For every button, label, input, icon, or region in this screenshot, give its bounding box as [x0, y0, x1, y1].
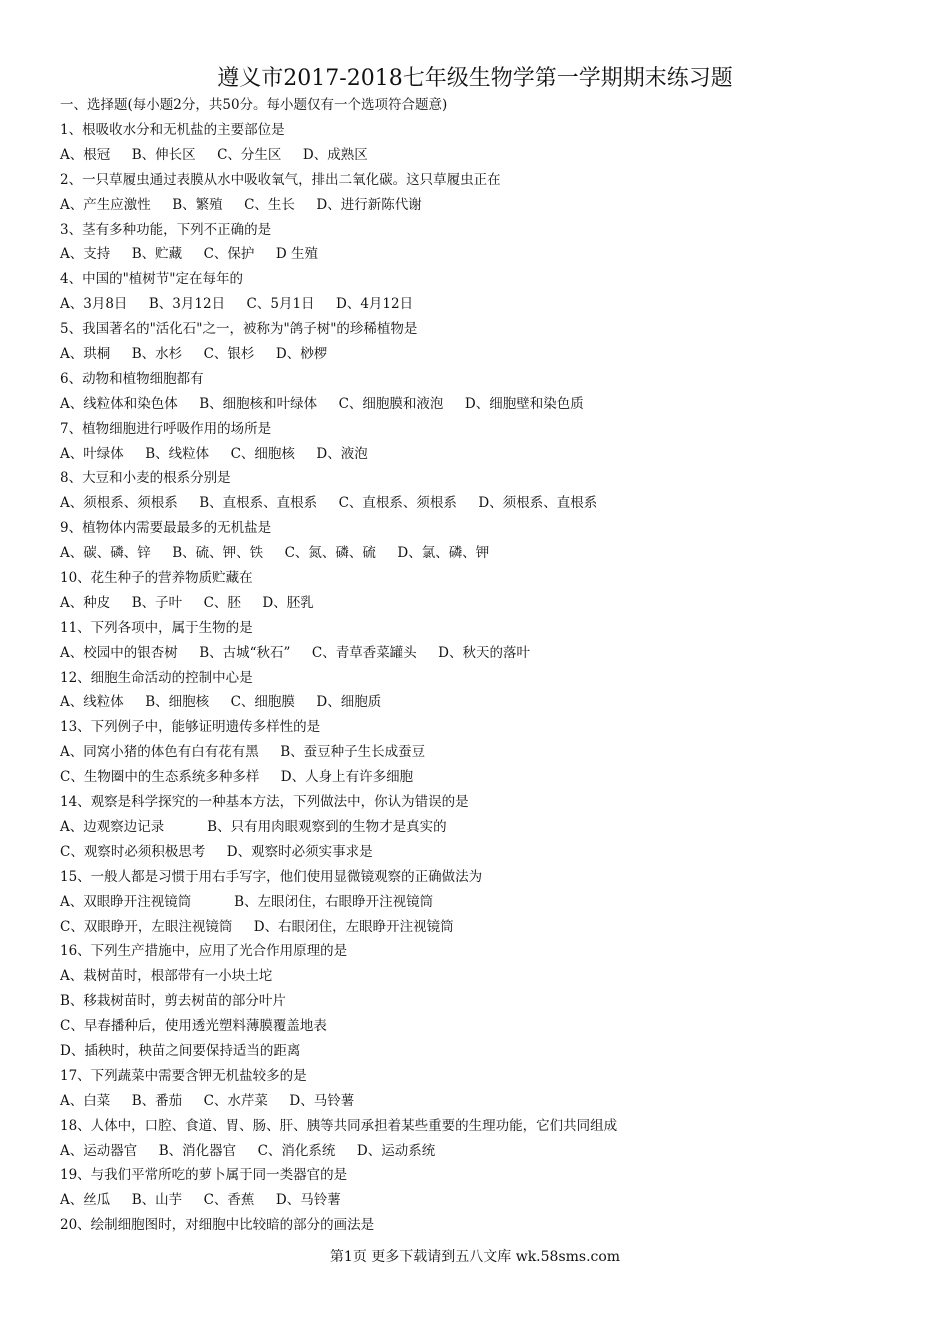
text-line: 15、一般人都是习惯于用右手写字，他们使用显微镜观察的正确做法为	[60, 868, 483, 885]
page-title: 遵义市2017-2018七年级生物学第一学期期末练习题	[217, 66, 733, 91]
text-line: A、边观察边记录 B、只有用肉眼观察到的生物才是真实的	[60, 818, 447, 835]
text-line: 20、绘制细胞图时，对细胞中比较暗的部分的画法是	[60, 1217, 375, 1234]
text-line: A、线粒体和染色体 B、细胞核和叶绿体 C、细胞膜和液泡 D、细胞壁和染色质	[60, 395, 584, 412]
section-heading: 一、选择题(每小题2分，共50分。每小题仅有一个选项符合题意)	[60, 97, 448, 113]
text-line: A、产生应激性 B、繁殖 C、生长 D、进行新陈代谢	[60, 196, 422, 213]
text-line: 3、茎有多种功能，下列不正确的是	[60, 221, 272, 238]
text-line: A、碳、磷、锌 B、硫、钾、铁 C、氮、磷、硫 D、氯、磷、钾	[60, 545, 490, 562]
text-line: 16、下列生产措施中，应用了光合作用原理的是	[60, 943, 348, 960]
text-line: A、同窝小猪的体色有白有花有黑 B、蚕豆种子生长成蚕豆	[60, 744, 426, 761]
text-line: 7、植物细胞进行呼吸作用的场所是	[60, 420, 272, 437]
text-line: 13、下列例子中，能够证明遗传多样性的是	[60, 719, 321, 736]
text-line: 12、细胞生命活动的控制中心是	[60, 669, 253, 686]
text-line: C、生物圈中的生态系统多种多样 D、人身上有许多细胞	[60, 769, 414, 786]
page-footer: 第1页 更多下载请到五八文库 wk.58sms.com	[329, 1249, 621, 1265]
text-line: 6、动物和植物细胞都有	[60, 370, 204, 387]
text-line: 9、植物体内需要最最多的无机盐是	[60, 520, 272, 537]
text-line: 14、观察是科学探究的一种基本方法，下列做法中，你认为错误的是	[60, 794, 469, 811]
text-line: A、双眼睁开注视镜筒 B、左眼闭住，右眼睁开注视镜筒	[60, 893, 434, 910]
text-line: A、栽树苗时，根部带有一小块土坨	[60, 968, 273, 985]
text-line: 17、下列蔬菜中需要含钾无机盐较多的是	[60, 1067, 307, 1084]
text-line: A、丝瓜 B、山芋 C、香蕉 D、马铃薯	[60, 1192, 341, 1209]
text-line: 10、花生种子的营养物质贮藏在	[60, 570, 253, 587]
text-line: A、珙桐 B、水杉 C、银杉 D、桫椤	[60, 346, 328, 363]
text-line: A、运动器官 B、消化器官 C、消化系统 D、运动系统	[60, 1142, 436, 1159]
text-line: 4、中国的"植树节"定在每年的	[60, 271, 244, 288]
text-line: A、线粒体 B、细胞核 C、细胞膜 D、细胞质	[60, 694, 382, 711]
text-line: A、3月8日 B、3月12日 C、5月1日 D、4月12日	[60, 296, 414, 313]
text-line: C、早春播种后，使用透光塑料薄膜覆盖地表	[60, 1018, 327, 1035]
text-line: 11、下列各项中，属于生物的是	[60, 619, 253, 636]
text-line: 5、我国著名的"活化石"之一，被称为"鸽子树"的珍稀植物是	[60, 321, 418, 338]
text-line: 1、根吸收水分和无机盐的主要部位是	[60, 122, 285, 138]
text-line: 2、一只草履虫通过表膜从水中吸收氧气，排出二氧化碳。这只草履虫正在	[60, 171, 501, 188]
text-line: 19、与我们平常所吃的萝卜属于同一类器官的是	[60, 1167, 348, 1184]
text-line: A、须根系、须根系 B、直根系、直根系 C、直根系、须根系 D、须根系、直根系	[60, 495, 598, 512]
text-line: 8、大豆和小麦的根系分别是	[60, 470, 231, 487]
question-list	[60, 121, 910, 1241]
text-line: A、支持 B、贮藏 C、保护 D 生殖	[60, 246, 318, 263]
text-line: A、白菜 B、番茄 C、水芹菜 D、马铃薯	[60, 1092, 355, 1109]
text-line: C、双眼睁开，左眼注视镜筒 D、右眼闭住，左眼睁开注视镜筒	[60, 918, 454, 935]
text-line: A、种皮 B、子叶 C、胚 D、胚乳	[60, 594, 314, 611]
text-line: A、根冠 B、伸长区 C、分生区 D、成熟区	[60, 146, 368, 163]
text-line: D、插秧时，秧苗之间要保持适当的距离	[60, 1042, 301, 1059]
text-line: A、叶绿体 B、线粒体 C、细胞核 D、液泡	[60, 445, 368, 462]
text-line: B、移栽树苗时，剪去树苗的部分叶片	[60, 993, 286, 1010]
text-line: C、观察时必须积极思考 D、观察时必须实事求是	[60, 843, 373, 860]
text-line: A、校园中的银杏树 B、古城“秋石” C、青草香菜罐头 D、秋天的落叶	[60, 644, 530, 661]
text-line: 18、人体中，口腔、食道、胃、肠、肝、胰等共同承担着某些重要的生理功能，它们共同组成	[60, 1117, 618, 1134]
